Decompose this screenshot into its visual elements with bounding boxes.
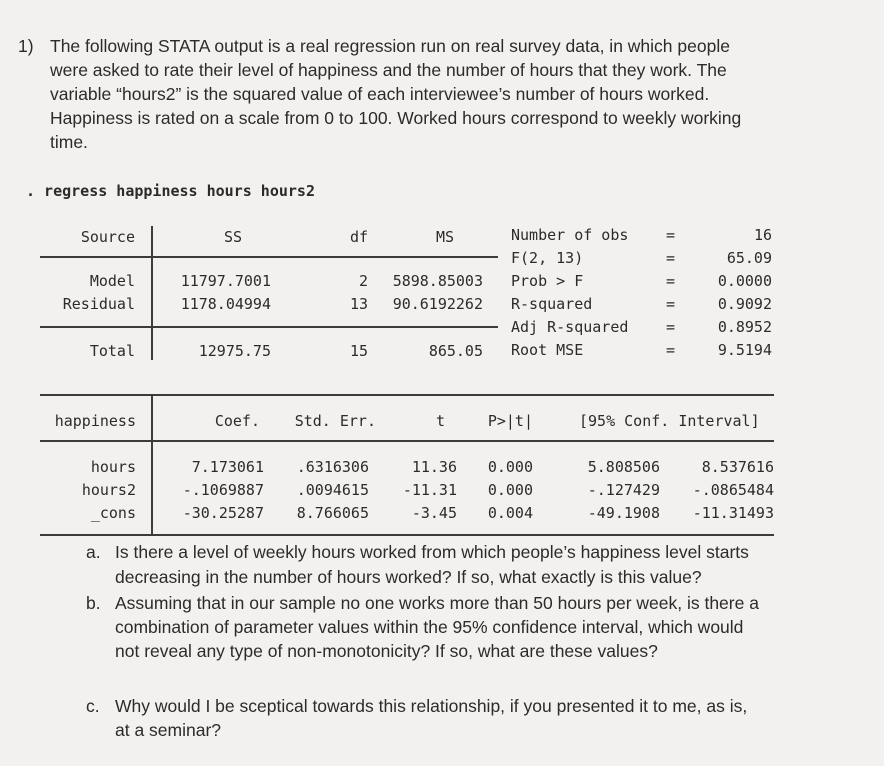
question-line: time. bbox=[50, 132, 88, 152]
subquestion-line: at a seminar? bbox=[115, 720, 222, 740]
stat-label: Prob > F bbox=[511, 272, 584, 290]
stat-value: 0.8952 bbox=[717, 318, 772, 336]
coef-var: _cons bbox=[90, 504, 136, 522]
coef-header-var: happiness bbox=[54, 412, 136, 430]
anova-ms: 5898.85003 bbox=[392, 272, 483, 290]
stat-value: 0.9092 bbox=[717, 295, 772, 313]
stat-value: 0.0000 bbox=[717, 272, 772, 290]
anova-header-source: Source bbox=[80, 228, 135, 246]
subquestion-letter: a. bbox=[86, 542, 101, 562]
subquestion-line: Assuming that in our sample no one works more than 50 hours per week, is there a bbox=[115, 593, 759, 613]
subquestion-letter: c. bbox=[86, 696, 100, 716]
anova-source: Model bbox=[89, 272, 135, 290]
stat-value: 9.5194 bbox=[717, 341, 772, 359]
coef-rule bbox=[40, 534, 774, 536]
subquestion-letter: b. bbox=[86, 593, 101, 613]
coef-se: .0094615 bbox=[296, 481, 369, 499]
stat-label: F(2, 13) bbox=[511, 249, 584, 267]
stat-eq: = bbox=[666, 318, 676, 336]
question-line: were asked to rate their level of happiness and the number of hours that they work. The bbox=[50, 60, 727, 80]
stat-eq: = bbox=[666, 249, 676, 267]
coef-header-se: Std. Err. bbox=[294, 412, 376, 430]
stat-value: 16 bbox=[753, 226, 772, 244]
coef-p: 0.004 bbox=[487, 504, 533, 522]
coef-p: 0.000 bbox=[487, 458, 533, 476]
anova-rule bbox=[40, 256, 498, 258]
coef-ci-low: 5.808506 bbox=[587, 458, 660, 476]
anova-header-df: df bbox=[349, 228, 368, 246]
coef-ci-low: -49.1908 bbox=[587, 504, 660, 522]
anova-ms: 90.6192262 bbox=[392, 295, 483, 313]
stat-eq: = bbox=[666, 226, 676, 244]
anova-source: Residual bbox=[62, 295, 135, 313]
coef-var: hours bbox=[90, 458, 136, 476]
coef-t: -11.31 bbox=[402, 481, 457, 499]
anova-header-ss: SS bbox=[223, 228, 242, 246]
anova-ss: 1178.04994 bbox=[180, 295, 271, 313]
coef-p: 0.000 bbox=[487, 481, 533, 499]
stata-command: . regress happiness hours hours2 bbox=[26, 182, 315, 200]
coef-ci-low: -.127429 bbox=[587, 481, 660, 499]
coef-vrule bbox=[151, 394, 153, 534]
coef-se: .6316306 bbox=[296, 458, 369, 476]
anova-source: Total bbox=[89, 342, 135, 360]
subquestion-line: Why would I be sceptical towards this relationship, if you presented it to me, as is, bbox=[115, 696, 748, 716]
coef-t: -3.45 bbox=[411, 504, 457, 522]
stat-label: Adj R-squared bbox=[511, 318, 629, 336]
anova-rule bbox=[40, 326, 498, 328]
question-line: The following STATA output is a real regression run on real survey data, in which people bbox=[50, 36, 730, 56]
coef-value: -.1069887 bbox=[182, 481, 264, 499]
anova-ms: 865.05 bbox=[428, 342, 483, 360]
anova-df: 15 bbox=[349, 342, 368, 360]
subquestion-line: combination of parameter values within the 95% confidence interval, which would bbox=[115, 617, 744, 637]
subquestion-line: decreasing in the number of hours worked? If so, what exactly is this value? bbox=[115, 567, 702, 587]
anova-ss: 12975.75 bbox=[198, 342, 271, 360]
subquestion-line: not reveal any type of non-monotonicity? If so, what are these values? bbox=[115, 641, 658, 661]
coef-ci-high: -.0865484 bbox=[692, 481, 774, 499]
question-line: variable “hours2” is the squared value of each interviewee’s number of hours worked. bbox=[50, 84, 710, 104]
anova-df: 13 bbox=[349, 295, 368, 313]
anova-vrule bbox=[151, 226, 153, 360]
stat-label: Number of obs bbox=[511, 226, 629, 244]
stat-eq: = bbox=[666, 341, 676, 359]
coef-header-ci: [95% Conf. Interval] bbox=[579, 412, 760, 430]
stat-value: 65.09 bbox=[726, 249, 772, 267]
coef-value: 7.173061 bbox=[191, 458, 264, 476]
subquestion-line: Is there a level of weekly hours worked from which people’s happiness level starts bbox=[115, 542, 749, 562]
coef-t: 11.36 bbox=[411, 458, 457, 476]
stat-eq: = bbox=[666, 272, 676, 290]
coef-header-p: P>|t| bbox=[487, 412, 533, 430]
coef-se: 8.766065 bbox=[296, 504, 369, 522]
question-line: Happiness is rated on a scale from 0 to 100. Worked hours correspond to weekly working bbox=[50, 108, 742, 128]
stat-eq: = bbox=[666, 295, 676, 313]
coef-var: hours2 bbox=[81, 481, 136, 499]
question-number: 1) bbox=[18, 36, 34, 56]
coef-header-coef: Coef. bbox=[214, 412, 260, 430]
stat-label: Root MSE bbox=[511, 341, 584, 359]
anova-header-ms: MS bbox=[435, 228, 454, 246]
stat-label: R-squared bbox=[511, 295, 593, 313]
anova-df: 2 bbox=[358, 272, 368, 290]
coef-ci-high: -11.31493 bbox=[692, 504, 774, 522]
coef-header-t: t bbox=[435, 412, 445, 430]
coef-value: -30.25287 bbox=[182, 504, 264, 522]
anova-ss: 11797.7001 bbox=[180, 272, 271, 290]
coef-ci-high: 8.537616 bbox=[701, 458, 774, 476]
